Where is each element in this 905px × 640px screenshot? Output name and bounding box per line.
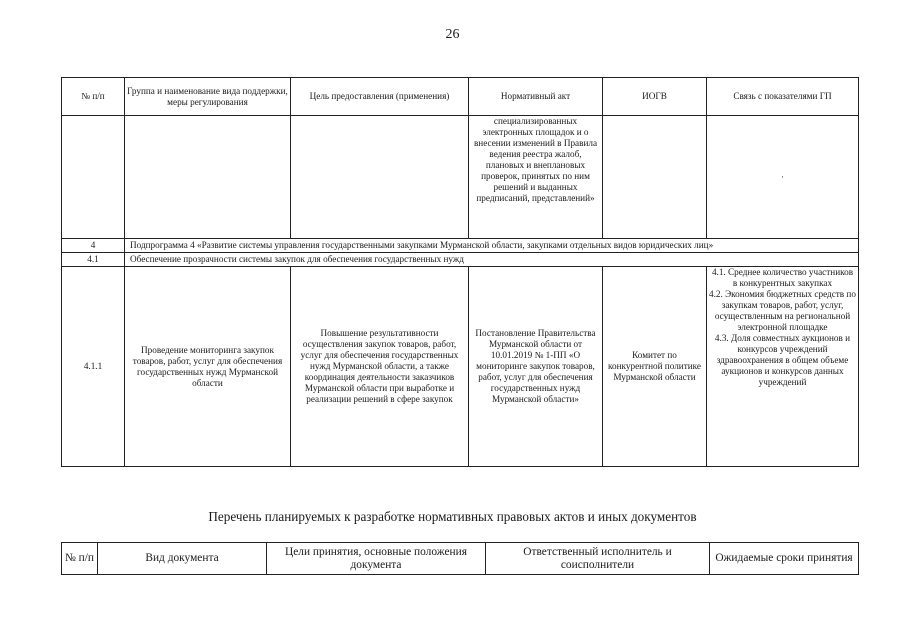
header-num: № п/п [62, 78, 125, 116]
task-num: 4.1 [62, 253, 125, 267]
row-num: 4.1.1 [62, 267, 125, 467]
table-row [62, 267, 859, 467]
table-header-row [62, 78, 859, 116]
header-goal: Цель предоставления (применения) [291, 78, 469, 116]
header-num: № п/п [62, 543, 98, 575]
row-goal: Повышение результативности осуществления закупок товаров, работ, услуг для обеспечения государственных нужд Мурманской области, а также координация деятельности заказчиков Мурманской области при выработке и реализации решений в сфере закупок [291, 267, 469, 467]
subprogram-row [62, 239, 859, 253]
task-row [62, 253, 859, 267]
cell-empty [291, 116, 469, 239]
indicator-item: 4.3. Доля совместных аукционов и конкурсов учреждений здравоохранения в общем объеме аукционов и конкурсов данных учреждений [714, 333, 851, 387]
header-group: Группа и наименование вида поддержки, меры регулирования [125, 78, 291, 116]
continuation-act-cell: специализированных электронных площадок и о внесении изменений в Правила ведения реестра жалоб, плановых и внеплановых проверок, принятых по ним решений и выданных предписаний, представлений» [469, 116, 603, 239]
indicator-item: 4.2. Экономия бюджетных средств по закупкам товаров, работ, услуг, осуществленным на региональной электронной площадке [709, 289, 856, 332]
header-doc-goals: Цели принятия, основные положения документа [267, 543, 486, 575]
support-measures-table [61, 77, 859, 467]
section-title: Перечень планируемых к разработке нормативных правовых актов и иных документов [208, 509, 697, 524]
header-doc-type: Вид документа [98, 543, 267, 575]
table-header-row [62, 543, 859, 575]
header-responsible: Ответственный исполнитель и соисполнители [486, 543, 710, 575]
row-group: Проведение мониторинга закупок товаров, работ, услуг для обеспечения государственных нужд Мурманской области [125, 267, 291, 467]
cell-empty [62, 116, 125, 239]
header-deadline: Ожидаемые сроки принятия [710, 543, 859, 575]
row-act: Постановление Правительства Мурманской области от 10.01.2019 № 1-ПП «О мониторинге закупок товаров, работ, услуг для обеспечения государственных нужд Мурманской области» [469, 267, 603, 467]
task-title: Обеспечение прозрачности системы закупок для обеспечения государственных нужд [125, 253, 859, 267]
indicator-item: 4.1. Среднее количество участников в конкурентных закупках [711, 267, 854, 288]
row-indicators [707, 267, 859, 467]
planned-documents-table [61, 542, 859, 575]
header-iogv: ИОГВ [603, 78, 707, 116]
header-act: Нормативный акт [469, 78, 603, 116]
subprogram-title: Подпрограмма 4 «Развитие системы управления государственными закупками Мурманской области, закупками отдельных видов юридических лиц» [125, 239, 859, 253]
subprogram-num: 4 [62, 239, 125, 253]
cell-empty [603, 116, 707, 239]
row-iogv: Комитет по конкурентной политике Мурманской области [603, 267, 707, 467]
table-row [62, 116, 859, 239]
continuation-mark: · [707, 116, 859, 239]
cell-empty [125, 116, 291, 239]
page-number: 26 [445, 27, 460, 42]
header-indicators: Связь с показателями ГП [707, 78, 859, 116]
